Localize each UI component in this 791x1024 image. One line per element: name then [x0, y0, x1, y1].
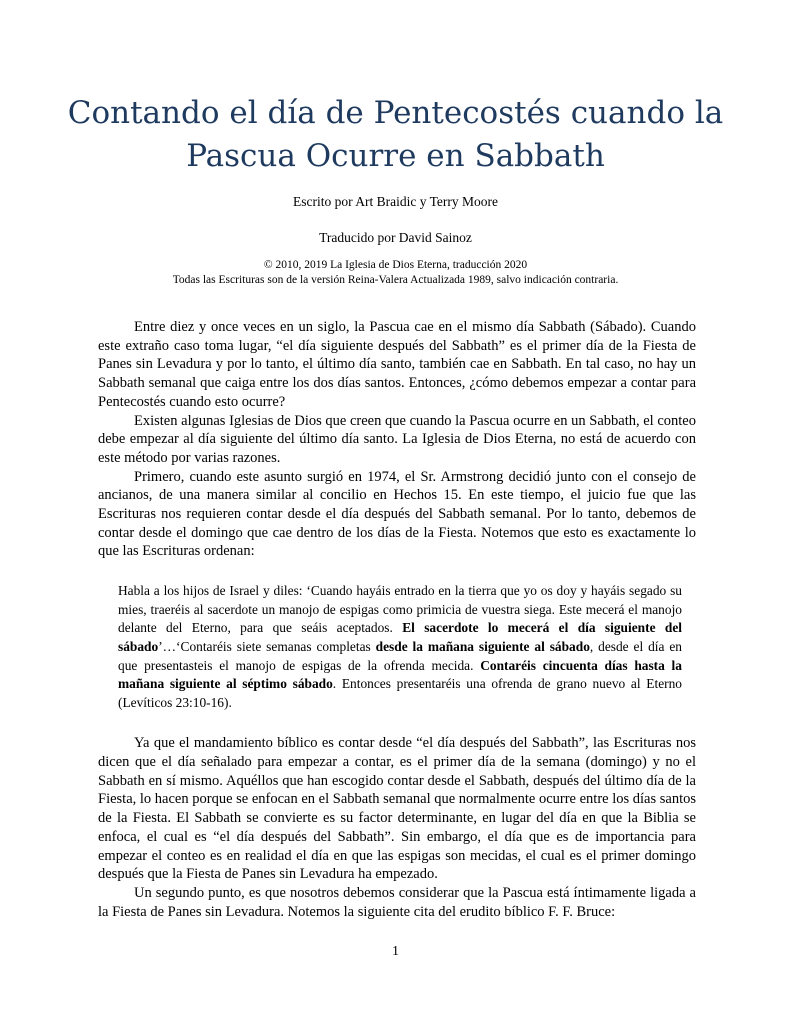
- body-paragraph: Un segundo punto, es que nosotros debemos considerar que la Pascua está íntimamente ligada a la Fiesta de Panes sin Levadura. Notemos la siguiente cita del erudito bíblico F. F. Bruce:: [98, 884, 696, 920]
- quote-text: Habla a los hijos de Israel y diles: ‘Cuando hayáis entrado en la tierra que yo os doy y hayáis segado su mies, traeréis al sacerdote un manojo de espigas como primicia de vuestra siega. Este mecerá el manojo delante del Eterno, para que seáis aceptados.: [118, 583, 682, 636]
- quote-text: . Entonces presentaréis una ofrenda de grano nuevo al Eterno (Levíticos 23:10-16).: [118, 676, 682, 710]
- body-paragraph: Ya que el mandamiento bíblico es contar desde “el día después del Sabbath”, las Escrituras nos dicen que el día señalado para empezar a contar, es el primer día de la semana (domingo) y no el Sabbath en sí mismo. Aquéllos que han escogido contar desde el Sabbath, después del último día de la Fiesta, lo hacen porque se enfocan en el Sabbath semanal que normalmente ocurre entre los días santos de la Fiesta. El Sabbath se convierte es su factor determinante, en lugar del día en que la Biblia se enfoca, el cual es “el día después del Sabbath”. Sin embargo, el día que es de importancia para empezar el conteo es en realidad el día en que las espigas son mecidas, el cual es el primer domingo después que la Fiesta de Panes sin Levadura ha empezado.: [98, 735, 696, 883]
- body-paragraph: Primero, cuando este asunto surgió en 1974, el Sr. Armstrong decidió junto con el consejo de ancianos, de una manera similar al concilio en Hechos 15. En este tiempo, el juicio fue que las Escrituras nos requieren contar desde el día después del Sabbath semanal. Por lo tanto, debemos de contar desde el domingo que cae dentro de los días de la Fiesta. Notemos que esto es exactamente lo que las Escrituras ordenan:: [98, 468, 696, 560]
- author-line: Escrito por Art Braidic y Terry Moore: [292, 194, 498, 209]
- quote-emphasis: Contaréis cincuenta días hasta la mañana siguiente al séptimo sábado: [118, 657, 682, 692]
- document-body: [98, 318, 696, 921]
- title-line-1: Contando el día de Pentecostés cuando la: [67, 95, 724, 131]
- document-title: [60, 92, 731, 178]
- quote-emphasis: desde la mañana siguiente al sábado: [375, 638, 590, 654]
- copyright-line: © 2010, 2019 La Iglesia de Dios Eterna, traducción 2020: [263, 259, 528, 271]
- page-number: 1: [392, 944, 399, 959]
- quote-text: , desde el día en que presentasteis el manojo de espigas de la ofrenda mecida.: [118, 638, 682, 673]
- scripture-version-note: Todas las Escrituras son de la versión Reina-Valera Actualizada 1989, salvo indicación contraria.: [172, 274, 619, 286]
- body-paragraph: Entre diez y once veces en un siglo, la Pascua cae en el mismo día Sabbath (Sábado). Cuando este extraño caso toma lugar, “el día siguiente después del Sabbath” es el primer día de la Fiesta de Panes sin Levadura y por lo tanto, el último día santo, también cae en Sabbath. En tal caso, no hay un Sabbath semanal que caiga entre los dos días santos. Entonces, ¿cómo debemos empezar a contar para Pentecostés cuando esto ocurre?: [98, 319, 696, 410]
- scripture-quote: [118, 582, 682, 712]
- quote-text: ’…‘Contaréis siete semanas completas: [158, 638, 376, 654]
- quote-emphasis: El sacerdote lo mecerá el día siguiente del sábado: [118, 620, 682, 654]
- title-line-2: Pascua Ocurre en Sabbath: [186, 138, 605, 174]
- body-paragraph: Existen algunas Iglesias de Dios que creen que cuando la Pascua ocurre en un Sabbath, el conteo debe empezar al día siguiente del último día santo. La Iglesia de Dios Eterna, no está de acuerdo con este método por varias razones.: [98, 412, 696, 466]
- translator-line: Traducido por David Sainoz: [319, 230, 472, 245]
